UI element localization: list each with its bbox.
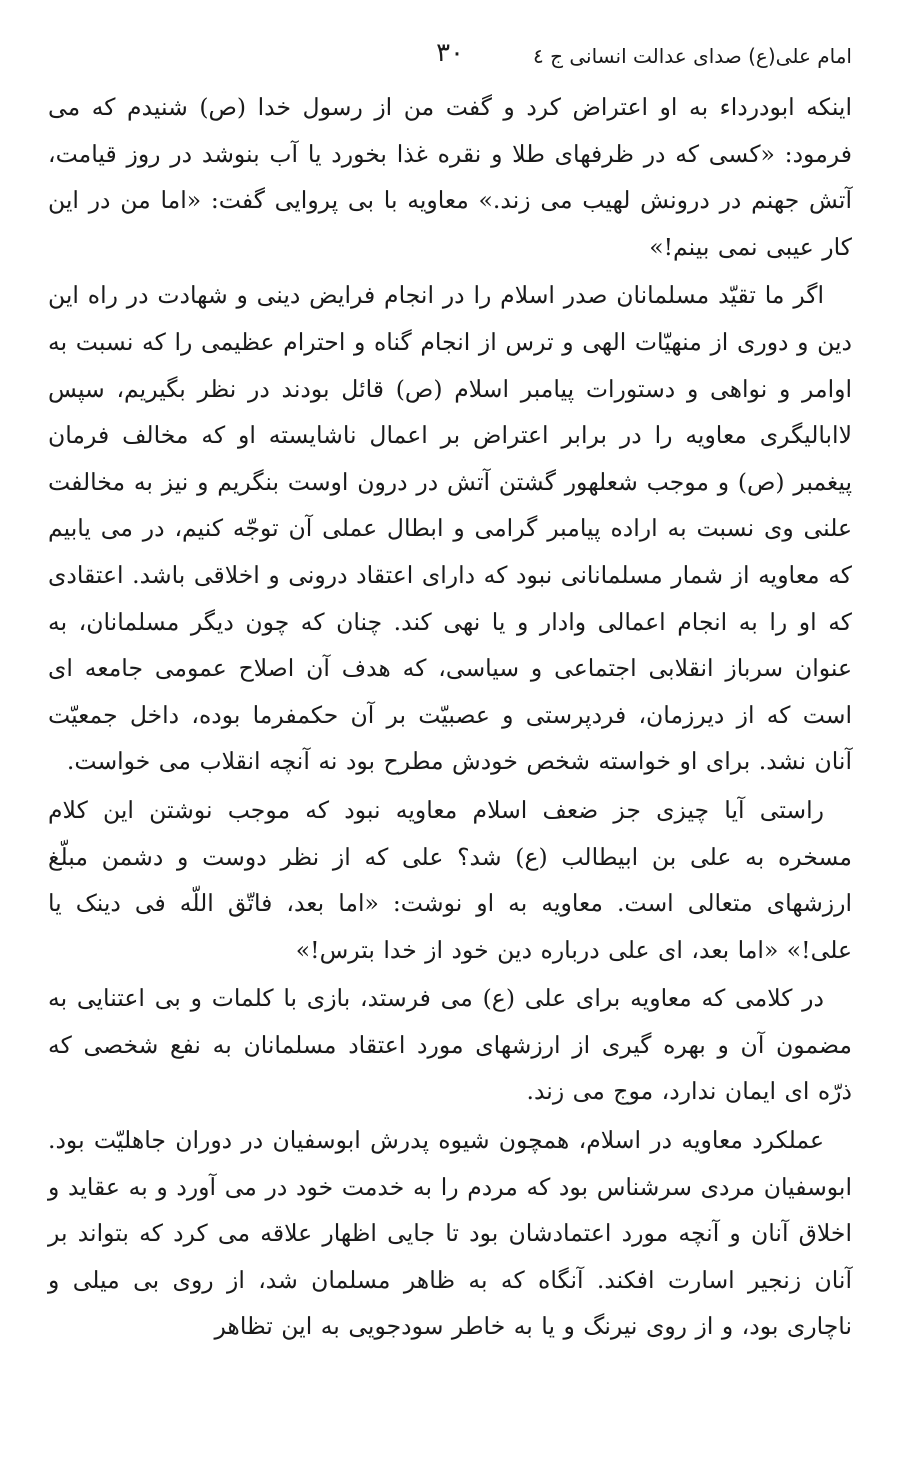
book-title: امام علی(ع) صدای عدالت انسانی ج ٤ xyxy=(532,44,852,68)
paragraph-continuation: اینکه ابودرداء به او اعتراض کرد و گفت من از رسول خدا (ص) شنیدم که می فرمود: «کسی که در ظرفهای طلا و نقره غذا بخورد یا آب بنوشد در روز قیامت، آتش جهنم در درونش لهیب می زند.» معاویه با بی پروایی گفت: «اما من در این کار عیبی نمی بینم!» xyxy=(48,93,852,261)
paragraph: راستی آیا چیزی جز ضعف اسلام معاویه نبود که موجب نوشتن این کلام مسخره به علی بن ابیطالب (ع) شد؟ علی که از نظر دوست و دشمن مبلّغ ارزشهای متعالی است. معاویه به او نوشت: «اما بعد، فاتّق اللّه فی دینک یا علی!» «اما بعد، ای علی درباره دین خود از خدا بترس!» xyxy=(48,795,852,964)
paragraph: عملکرد معاویه در اسلام، همچون شیوه پدرش ابوسفیان در دوران جاهلیّت بود. ابوسفیان مردی سرشناس بود که مردم را به خدمت خود در می آورد و به عقاید و اخلاق آنان و آنچه مورد اعتمادشان بود تا جایی اظهار علاقه می کرد که بتواند بر آنان زنجیر اسارت افکند. آنگاه که به ظاهر مسلمان شد، از روی بی میلی و ناچاری بود، و از روی نیرنگ و یا به خاطر سودجویی به این تظاهر xyxy=(48,1126,852,1341)
paragraph: در کلامی که معاویه برای علی (ع) می فرستد، بازی با کلمات و بی اعتنایی به مضمون آن و بهره گیری از ارزشهای مورد اعتقاد مسلمانان به نفع شخصی که ذرّه ای ایمان ندارد، موج می زند. xyxy=(48,984,852,1106)
body-text xyxy=(48,84,852,1352)
running-header xyxy=(48,40,852,80)
paragraph: اگر ما تقیّد مسلمانان صدر اسلام را در انجام فرایض دینی و شهادت در راه این دین و دوری از منهیّات الهی و ترس از انجام گناه و احترام عظیمی را که نسبت به اوامر و نواهی و دستورات پیامبر اسلام (ص) قائل بودند در نظر بگیریم، سپس لاابالیگری معاویه را در برابر اعتراض بر اعمال ناشایسته او که مخالف فرمان پیغمبر (ص) و موجب شعلهور گشتن آتش در درون اوست بنگریم و نیز به مخالفت علنی وی نسبت به اراده پیامبر گرامی و ابطال عملی آن توجّه کنیم، در می یابیم که معاویه از شمار مسلمانانی نبود که دارای اعتقاد درونی و اخلاقی باشد. اعتقادی که او را به انجام اعمالی وادار و یا نهی کند. چنان که چون دیگر مسلمانان، به عنوان سرباز انقلابی اجتماعی و سیاسی، که هدف آن اصلاح عمومی جامعه ای است که از دیرزمان، فردپرستی و عصبیّت بر آن حکمفرما بوده، داخل جمعیّت آنان نشد. برای او خواسته شخص خودش مطرح بود نه آنچه انقلاب می خواست. xyxy=(48,281,852,776)
page-number: ۳۰ xyxy=(436,38,464,68)
